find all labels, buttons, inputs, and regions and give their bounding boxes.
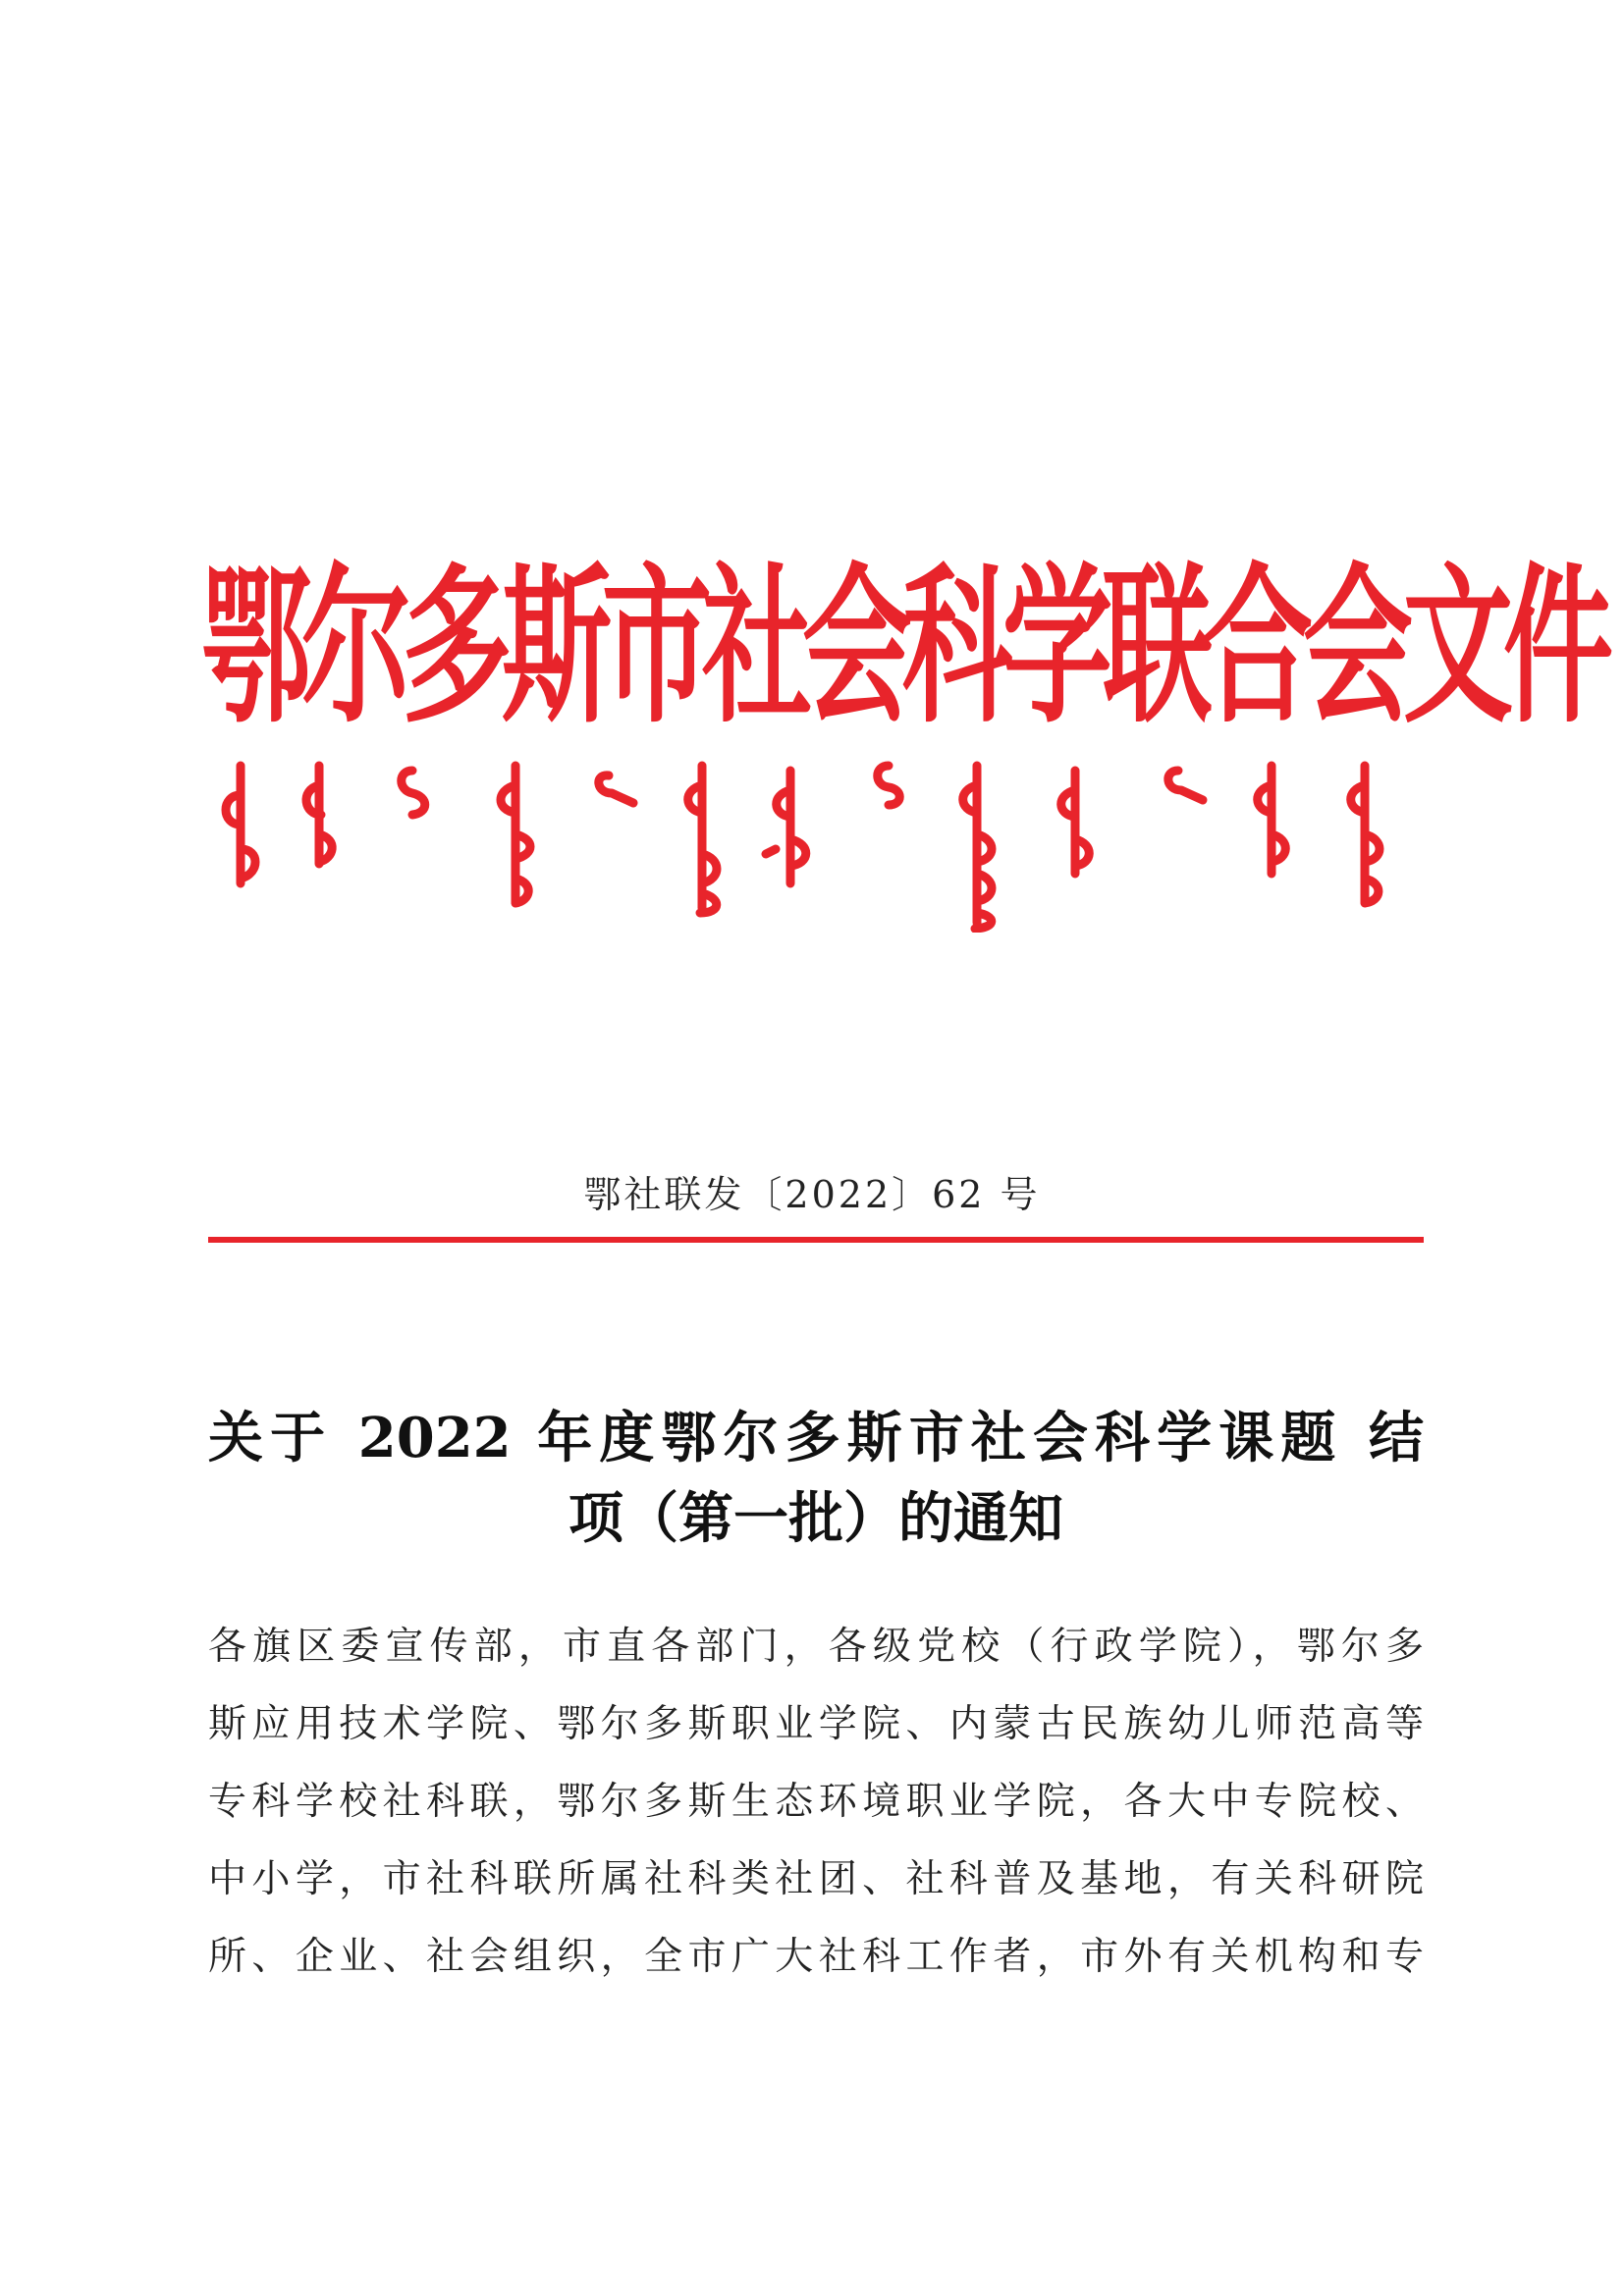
recipients-line: 各旗区委宣传部，市直各部门，各级党校（行政学院），鄂尔多 xyxy=(208,1625,1426,1669)
recipients-line: 专科学校社科联，鄂尔多斯生态环境职业学院，各大中专院校、 xyxy=(208,1780,1426,1824)
document-title-line-2: 项（第一批）的通知 xyxy=(568,1486,1063,1551)
mongolian-script-masthead xyxy=(211,756,1438,933)
recipients-line: 斯应用技术学院、鄂尔多斯职业学院、内蒙古民族幼儿师范高等 xyxy=(208,1702,1426,1746)
document-title xyxy=(208,1398,1424,1559)
recipients-paragraph xyxy=(208,1608,1426,1996)
document-title-line-1: 关于 2022 年度鄂尔多斯市社会科学课题 结 xyxy=(208,1406,1424,1470)
document-number: 鄂社联发〔2022〕62 号 xyxy=(583,1173,1041,1216)
red-divider-rule xyxy=(208,1237,1424,1243)
recipients-line: 中小学，市社科联所属社科类社团、社科普及基地，有关科研院 xyxy=(208,1857,1426,1901)
issuer-masthead: 鄂尔多斯市社会科学联合会文件 xyxy=(201,547,1603,747)
recipients-line: 所、企业、社会组织，全市广大社科工作者，市外有关机构和专 xyxy=(208,1935,1426,1979)
